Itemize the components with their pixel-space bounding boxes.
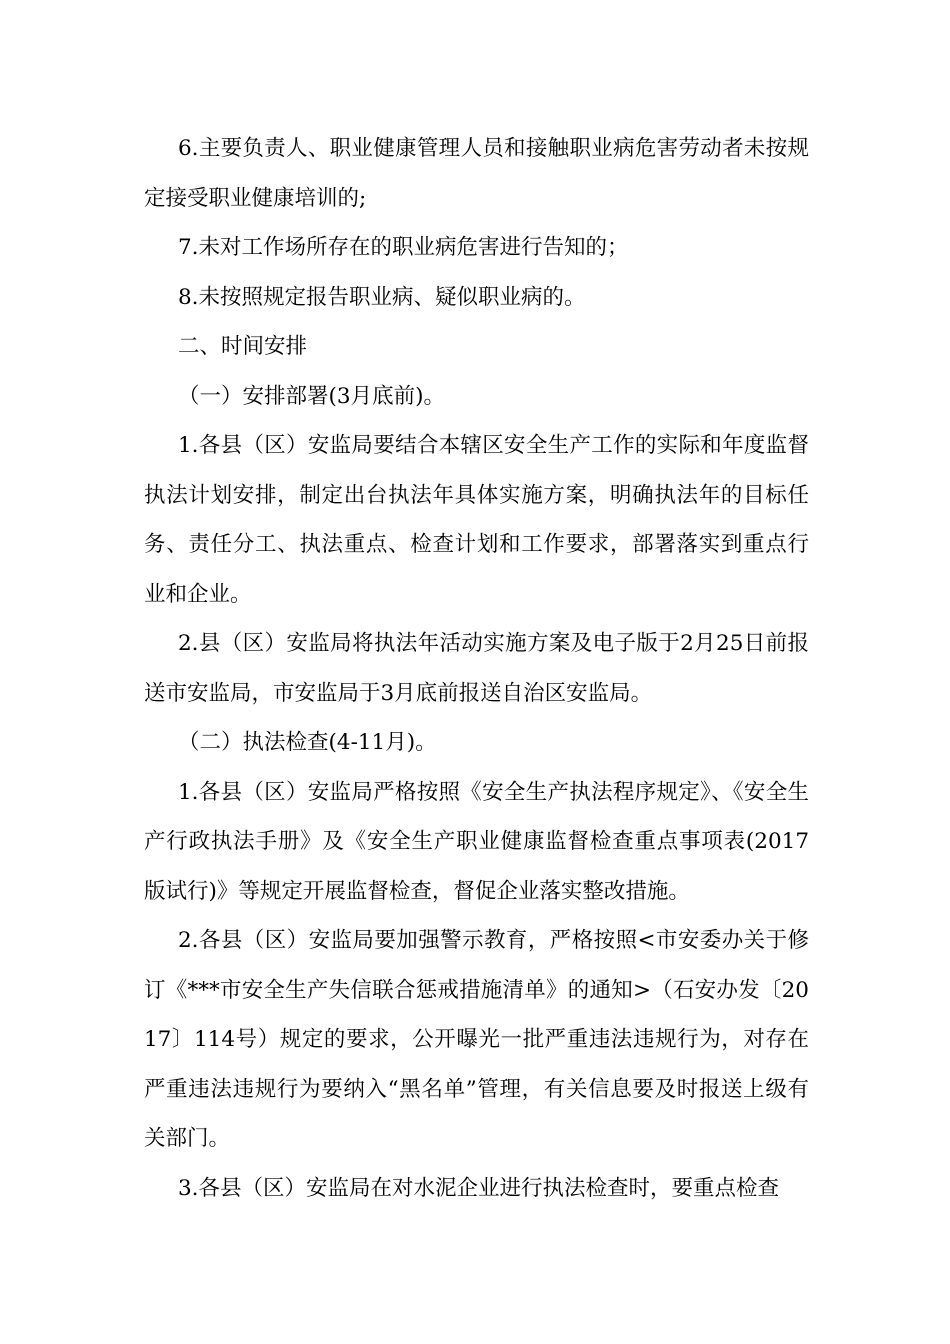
paragraph-item-7: 7.未对工作场所存在的职业病危害进行告知的； — [178, 235, 629, 260]
subsection-heading-deployment: （一）安排部署(3月底前)。 — [178, 383, 445, 409]
subsection-heading-inspection: （二）执法检查(4-11月)。 — [178, 730, 437, 755]
paragraph-inspection-1: 1.各县（区）安监局严格按照《安全生产执法程序规定》、《安全生产行政执法手册》及《安全生产职业健康监督检查重点事项表(2017版试行)》等规定开展监督检查，督促企业落实整改措施。 — [144, 779, 809, 904]
section-heading-schedule: 二、时间安排 — [178, 334, 308, 359]
paragraph-item-6: 6.主要负责人、职业健康管理人员和接触职业病危害劳动者未按规定接受职业健康培训的; — [144, 136, 809, 211]
paragraph-inspection-3: 3.各县（区）安监局在对水泥企业进行执法检查时，要重点检查 — [178, 1175, 780, 1201]
document-body — [144, 124, 809, 1213]
paragraph-item-8: 8.未按照规定报告职业病、疑似职业病的。 — [178, 284, 586, 310]
paragraph-deployment-1: 1.各县（区）安监局要结合本辖区安全生产工作的实际和年度监督执法计划安排，制定出台执法年具体实施方案，明确执法年的目标任务、责任分工、执法重点、检查计划和工作要求，部署落实到重点行业和企业。 — [144, 433, 809, 607]
paragraph-deployment-2: 2.县（区）安监局将执法年活动实施方案及电子版于2月25日前报送市安监局，市安监局于3月底前报送自治区安监局。 — [144, 631, 809, 706]
paragraph-inspection-2: 2.各县（区）安监局要加强警示教育，严格按照<市安委办关于修订《***市安全生产失信联合惩戒措施清单》的通知>（石安办发〔2017〕114号）规定的要求，公开曝光一批严重违法违规行为，对存在严重违法违规行为要纳入“黑名单”管理，有关信息要及时报送上级有关部门。 — [144, 928, 809, 1151]
